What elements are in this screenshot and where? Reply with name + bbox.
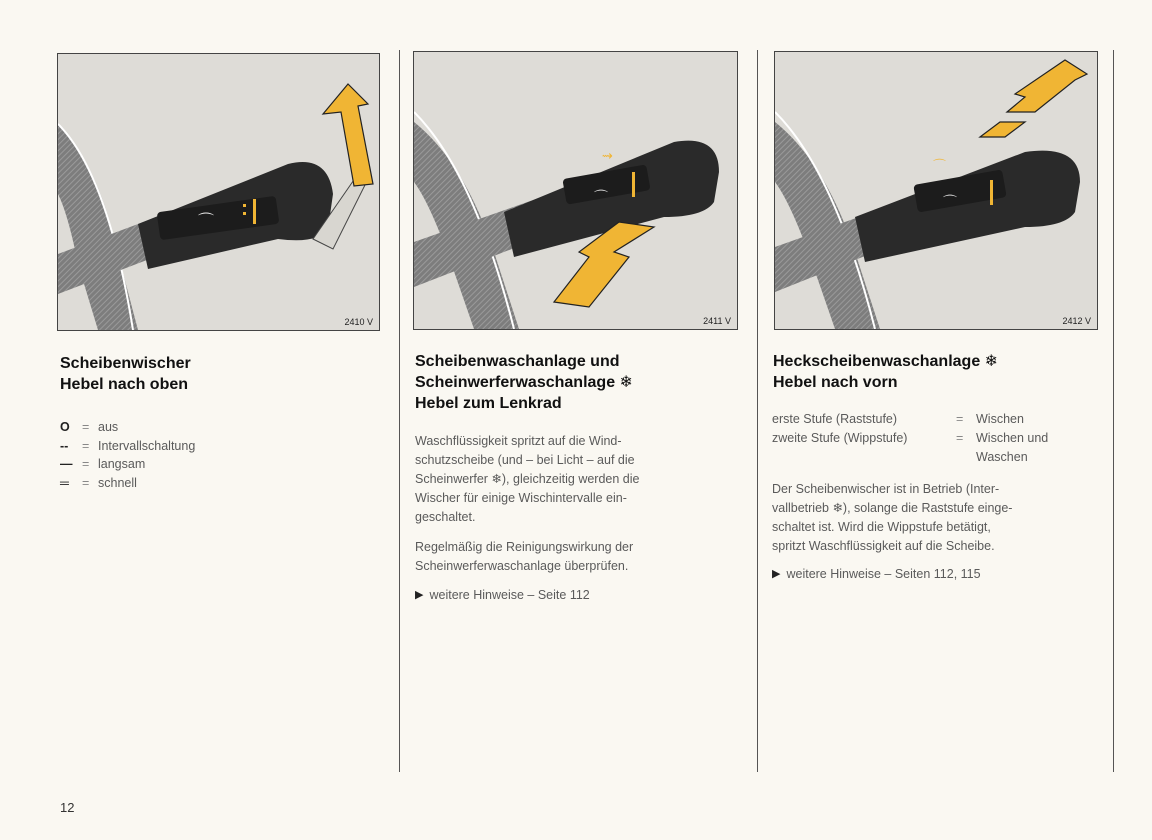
- wiper-lever-illustration: [855, 151, 1080, 262]
- col3-heading-line2: Hebel nach vorn: [773, 374, 898, 391]
- legend-meaning: aus: [98, 420, 119, 434]
- svg-text:⌒: ⌒: [933, 159, 947, 174]
- col1-heading-line2: Hebel nach oben: [60, 376, 189, 393]
- column-divider-2: [757, 50, 758, 772]
- figure-wiper-lever-up: [57, 53, 380, 331]
- col3-heading-line1: Heckscheibenwaschanlage ❄: [773, 353, 999, 370]
- legend-meaning: langsam: [98, 457, 146, 471]
- legend-symbol: O: [60, 420, 70, 434]
- stage-row: [772, 429, 1076, 448]
- col2-paragraph-1: [415, 432, 639, 527]
- text-line: Scheinwerferwaschanlage überprüfen.: [415, 559, 629, 573]
- col2-heading-line3: Hebel zum Lenkrad: [415, 395, 562, 412]
- stage-name: zweite Stufe (Wippstufe): [772, 431, 908, 445]
- legend-row: [60, 418, 195, 437]
- text-line: Der Scheibenwischer ist in Betrieb (Inter-: [772, 482, 1000, 496]
- legend-meaning: schnell: [98, 475, 137, 490]
- reference-text: weitere Hinweise – Seite 112: [429, 588, 590, 602]
- legend-equals: =: [82, 457, 90, 471]
- text-line: spritzt Waschflüssigkeit auf die Scheibe.: [772, 539, 995, 553]
- stage-table: [772, 410, 1076, 467]
- text-line: Regelmäßig die Reinigungswirkung der: [415, 540, 634, 554]
- wiper-legend: [60, 418, 195, 492]
- col2-heading: [415, 351, 633, 414]
- figure-lever-forward: [774, 51, 1098, 330]
- stage-name: erste Stufe (Raststufe): [772, 412, 898, 426]
- page-number: 12: [60, 800, 75, 815]
- col1-heading-line1: Scheibenwischer: [60, 355, 191, 372]
- reference-triangle-icon: ▶: [772, 568, 781, 580]
- col3-heading: [773, 351, 998, 393]
- col2-paragraph-2: [415, 538, 633, 576]
- legend-equals: =: [82, 420, 90, 434]
- stage-equals: [956, 448, 976, 467]
- legend-symbol: —: [60, 457, 73, 471]
- figure-number: 2412 V: [1062, 316, 1091, 326]
- stage-equals: =: [956, 412, 964, 426]
- legend-meaning: Intervallschaltung: [98, 438, 196, 453]
- svg-text:⌒: ⌒: [594, 190, 608, 206]
- reference-text: weitere Hinweise – Seiten 112, 115: [786, 567, 981, 581]
- text-line: Wischer für einige Wischintervalle ein-: [415, 491, 627, 505]
- arrow-forward-icon: [1007, 60, 1087, 112]
- stage-row: [772, 410, 1076, 429]
- reference-triangle-icon: ▶: [415, 589, 424, 601]
- legend-symbol: --: [60, 438, 69, 453]
- stage-row: [772, 448, 1076, 467]
- col2-heading-line2: Scheinwerferwaschanlage ❄: [415, 374, 633, 391]
- stage-action: Wischen und: [976, 431, 1049, 445]
- col3-reference: [772, 565, 981, 584]
- stage-action: Waschen: [976, 450, 1028, 464]
- stage-equals: =: [956, 431, 964, 445]
- legend-equals: =: [82, 475, 90, 490]
- stage-name: [772, 448, 956, 467]
- column-divider-1: [399, 50, 400, 772]
- column-divider-3: [1113, 50, 1114, 772]
- figure-number: 2410 V: [344, 317, 373, 327]
- text-line: schutzscheibe (und – bei Licht – auf die: [415, 453, 635, 467]
- text-line: Scheinwerfer ❄), gleichzeitig werden die: [415, 472, 640, 486]
- legend-row: [60, 437, 195, 456]
- legend-row: [60, 455, 195, 474]
- col3-paragraph: [772, 480, 1012, 556]
- col2-reference: [415, 586, 590, 605]
- legend-equals: =: [82, 438, 90, 453]
- legend-row: [60, 474, 195, 493]
- col1-heading: [60, 353, 191, 395]
- figure-number: 2411 V: [703, 316, 731, 326]
- svg-text:⇝: ⇝: [602, 149, 613, 164]
- stage-action: Wischen: [976, 412, 1024, 426]
- text-line: geschaltet.: [415, 510, 476, 524]
- col2-heading-line1: Scheibenwaschanlage und: [415, 353, 620, 370]
- figure-lever-toward-wheel: [413, 51, 738, 330]
- arrow-up-icon: [323, 84, 373, 186]
- text-line: Waschflüssigkeit spritzt auf die Wind-: [415, 434, 622, 448]
- text-line: schaltet ist. Wird die Wippstufe betätigt,: [772, 520, 991, 534]
- legend-symbol: ═: [60, 475, 69, 490]
- text-line: vallbetrieb ❄), solange die Raststufe einge-: [772, 501, 1013, 515]
- svg-text:⌒: ⌒: [198, 211, 215, 230]
- svg-text:⌒: ⌒: [943, 195, 957, 211]
